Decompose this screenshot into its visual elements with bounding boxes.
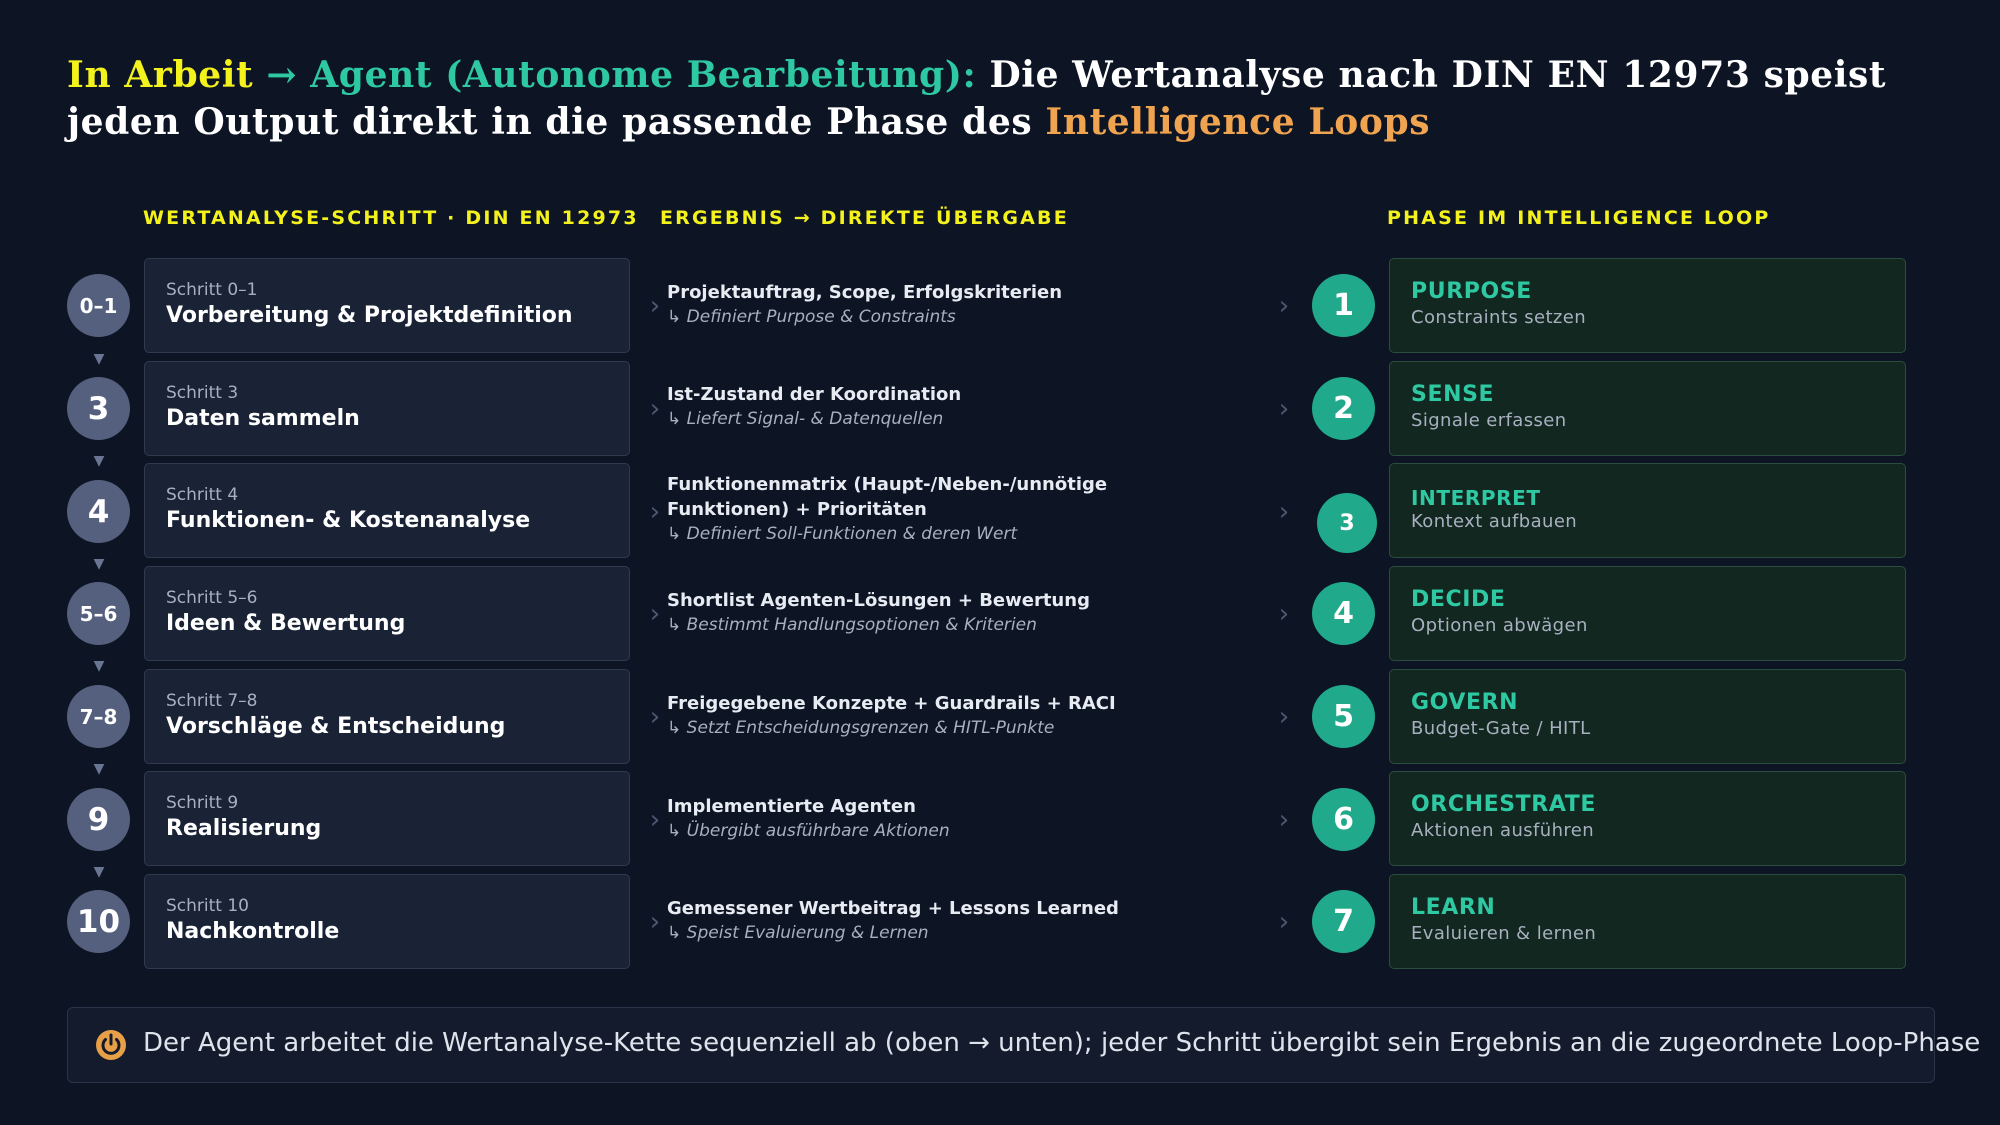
step-card (144, 771, 630, 866)
step-card (144, 669, 630, 764)
step-label: Schritt 10 (166, 896, 249, 916)
step-label: Schritt 4 (166, 485, 239, 505)
phase-number-badge: 5 (1312, 685, 1375, 748)
phase-number-badge: 7 (1312, 890, 1375, 953)
step-name: Realisierung (166, 816, 322, 841)
phase-card (1389, 463, 1906, 558)
title-arrow: → (253, 54, 311, 96)
step-badge: 4 (67, 480, 130, 543)
step-card (144, 463, 630, 558)
result-block (667, 794, 1227, 844)
down-arrow-icon: ▼ (93, 351, 105, 367)
result-handoff: ↳ Setzt Entscheidungsgrenzen & HITL-Punkte (667, 718, 1055, 738)
phase-description: Aktionen ausführen (1411, 820, 1595, 841)
down-arrow-icon: ▼ (93, 864, 105, 880)
chevron-right-icon: › (649, 805, 661, 835)
chevron-right-icon: › (649, 394, 661, 424)
result-handoff: ↳ Definiert Purpose & Constraints (667, 307, 956, 327)
footer-note (67, 1007, 1981, 1083)
step-card (144, 361, 630, 456)
chevron-right-icon: › (649, 702, 661, 732)
step-badge: 3 (67, 377, 130, 440)
step-card (144, 258, 630, 353)
result-title: Shortlist Agenten-Lösungen + Bewertung (667, 590, 1090, 611)
result-title: Freigegebene Konzepte + Guardrails + RACI (667, 693, 1116, 714)
phase-description: Evaluieren & lernen (1411, 923, 1597, 944)
result-handoff: ↳ Speist Evaluierung & Lernen (667, 923, 929, 943)
phase-card (1389, 771, 1906, 866)
result-title: Funktionenmatrix (Haupt-/Neben-/unnötige Funktionen) + Prioritäten (667, 474, 1108, 520)
result-handoff: ↳ Liefert Signal- & Datenquellen (667, 409, 944, 429)
down-arrow-icon: ▼ (93, 453, 105, 469)
phase-number-badge: 1 (1312, 274, 1375, 337)
chevron-right-icon: › (1278, 702, 1290, 732)
power-cycle-icon (94, 1028, 128, 1062)
phase-card (1389, 669, 1906, 764)
result-title: Implementierte Agenten (667, 796, 916, 817)
chevron-right-icon: › (649, 497, 661, 527)
column-header-results: ERGEBNIS → DIREKTE ÜBERGABE (660, 207, 1069, 229)
footer-text: Der Agent arbeitet die Wertanalyse-Kette sequenziell ab (oben → unten); jeder Schritt übergibt sein Ergebnis an die zugeordnete Loop-Phase (143, 1028, 1981, 1058)
chevron-right-icon: › (1278, 291, 1290, 321)
page-title (67, 52, 1947, 146)
chevron-right-icon: › (1278, 599, 1290, 629)
step-badge: 5–6 (67, 582, 130, 645)
result-block (667, 280, 1227, 330)
title-status: In Arbeit (67, 54, 254, 96)
step-name: Funktionen- & Kostenanalyse (166, 508, 531, 533)
chevron-right-icon: › (649, 907, 661, 937)
step-label: Schritt 0–1 (166, 280, 258, 300)
step-label: Schritt 7–8 (166, 691, 258, 711)
step-name: Ideen & Bewertung (166, 611, 406, 636)
title-loop: Intelligence Loops (1045, 101, 1431, 143)
result-title: Ist-Zustand der Koordination (667, 384, 962, 405)
step-badge: 0–1 (67, 274, 130, 337)
result-title: Projektauftrag, Scope, Erfolgskriterien (667, 282, 1063, 303)
phase-name: DECIDE (1411, 587, 1506, 612)
result-handoff: ↳ Bestimmt Handlungsoptionen & Kriterien (667, 615, 1037, 635)
chevron-right-icon: › (1278, 907, 1290, 937)
chevron-right-icon: › (649, 291, 661, 321)
column-header-phases: PHASE IM INTELLIGENCE LOOP (1387, 207, 1771, 229)
title-agent: Agent (Autonome Bearbeitung): (310, 54, 977, 96)
title-main: Die Wertanalyse nach DIN EN 12973 speist jeden Output direkt in die passende Phase des (67, 54, 1887, 143)
result-block (667, 691, 1227, 741)
step-badge: 7–8 (67, 685, 130, 748)
result-block (667, 472, 1227, 547)
phase-number-badge: 2 (1312, 377, 1375, 440)
chevron-right-icon: › (1278, 497, 1290, 527)
step-label: Schritt 9 (166, 793, 239, 813)
phase-name: ORCHESTRATE (1411, 792, 1596, 817)
result-block (667, 896, 1227, 946)
down-arrow-icon: ▼ (93, 658, 105, 674)
phase-card (1389, 361, 1906, 456)
result-title: Gemessener Wertbeitrag + Lessons Learned (667, 898, 1119, 919)
phase-description: Optionen abwägen (1411, 615, 1588, 636)
step-name: Vorbereitung & Projektdefinition (166, 303, 573, 328)
step-badge: 9 (67, 788, 130, 851)
phase-name: INTERPRET (1411, 486, 1541, 510)
result-block (667, 382, 1227, 432)
phase-name: SENSE (1411, 382, 1495, 407)
result-block (667, 588, 1227, 638)
phase-number-badge: 3 (1317, 493, 1377, 553)
column-header-steps: WERTANALYSE-SCHRITT · DIN EN 12973 (143, 207, 639, 229)
step-name: Daten sammeln (166, 406, 360, 431)
result-handoff: ↳ Definiert Soll-Funktionen & deren Wert (667, 524, 1018, 544)
step-name: Vorschläge & Entscheidung (166, 714, 506, 739)
down-arrow-icon: ▼ (93, 761, 105, 777)
phase-name: LEARN (1411, 895, 1496, 920)
step-name: Nachkontrolle (166, 919, 340, 944)
down-arrow-icon: ▼ (93, 556, 105, 572)
step-label: Schritt 3 (166, 383, 239, 403)
phase-description: Kontext aufbauen (1411, 511, 1578, 532)
phase-name: PURPOSE (1411, 279, 1532, 304)
step-card (144, 566, 630, 661)
result-handoff: ↳ Übergibt ausführbare Aktionen (667, 821, 950, 841)
chevron-right-icon: › (1278, 394, 1290, 424)
step-card (144, 874, 630, 969)
chevron-right-icon: › (1278, 805, 1290, 835)
phase-card (1389, 258, 1906, 353)
phase-description: Budget-Gate / HITL (1411, 718, 1591, 739)
phase-description: Signale erfassen (1411, 410, 1567, 431)
step-badge: 10 (67, 890, 130, 953)
phase-card (1389, 874, 1906, 969)
phase-name: GOVERN (1411, 690, 1519, 715)
chevron-right-icon: › (649, 599, 661, 629)
phase-description: Constraints setzen (1411, 307, 1587, 328)
step-label: Schritt 5–6 (166, 588, 258, 608)
phase-number-badge: 4 (1312, 582, 1375, 645)
phase-number-badge: 6 (1312, 788, 1375, 851)
phase-card (1389, 566, 1906, 661)
